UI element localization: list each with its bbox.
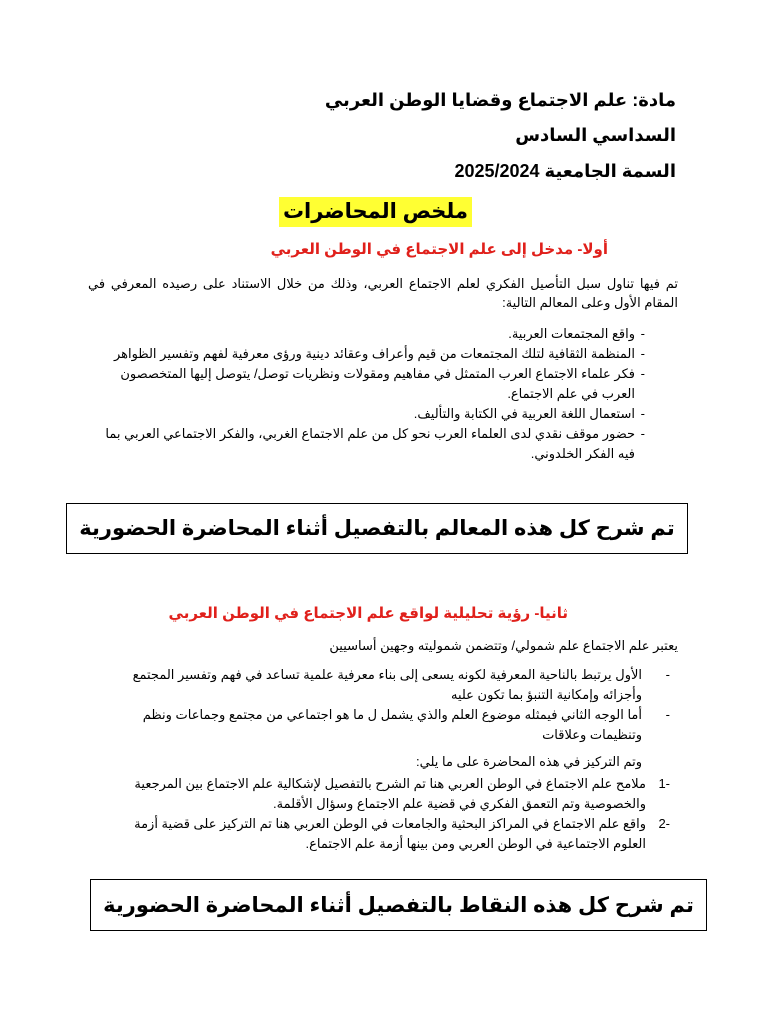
semester-line: السداسي السادس [515, 125, 676, 145]
list-item [100, 814, 670, 854]
dash-marker: - [665, 667, 670, 682]
list-item: - استعمال اللغة العربية في الكتابة والتأليف. [105, 404, 645, 424]
section2-note-box: تم شرح كل هذه النقاط بالتفصيل أثناء المحاضرة الحضورية [90, 879, 707, 931]
list-item-text: ملامح علم الاجتماع في الوطن العربي هنا تم الشرح بالتفصيل لإشكالية علم الاجتماع بين المرجعية والخصوصية وتم التعمق الفكري في قضية علم الاجتماع وسؤال الأقلمة. [134, 776, 646, 811]
section1-intro: تم فيها تناول سبل التأصيل الفكري لعلم الاجتماع العربي، وذلك من خلال الاستناد على رصيده المعرفي في المقام الأول وعلى المعالم التالية: [88, 276, 678, 310]
section1-list [105, 324, 645, 464]
summary-title: ملخص المحاضرات [279, 197, 472, 227]
list-item: - المنظمة الثقافية لتلك المجتمعات من قيم وأعراف وعقائد دينية ورؤى معرفية لفهم وتفسير الظواهر [105, 344, 645, 364]
section1-note-box: تم شرح كل هذه المعالم بالتفصيل أثناء المحاضرة الحضورية [66, 503, 688, 554]
section1-title: أولا- مدخل إلى علم الاجتماع في الوطن العربي [270, 241, 608, 258]
list-item: - واقع المجتمعات العربية. [105, 324, 645, 344]
list-item-text: واقع علم الاجتماع في المراكز البحثية والجامعات في الوطن العربي هنا تم التركيز على قضية أزمة العلوم الاجتماعية في الوطن العربي ومن بينها أزمة علم الاجتماع. [134, 816, 646, 851]
section2-title: ثانيا- رؤية تحليلية لواقع علم الاجتماع في الوطن العربي [168, 605, 568, 622]
dash-marker: - [665, 707, 670, 722]
list-item: - فكر علماء الاجتماع العرب المتمثل في مفاهيم ومقولات ونظريات توصل/ يتوصل إليها المتخصصون العرب في علم الاجتماع. [105, 364, 645, 404]
section2-numbered-list [100, 774, 670, 854]
list-item [100, 705, 670, 745]
list-item: - حضور موقف نقدي لدى العلماء العرب نحو كل من علم الاجتماع الغربي، والفكر الاجتماعي العربي بما فيه الفكر الخلدوني. [105, 424, 645, 464]
section2-intro: يعتبر علم الاجتماع علم شمولي/ وتتضمن شموليته وجهين أساسيين [329, 638, 678, 653]
subject-line: مادة: علم الاجتماع وقضايا الوطن العربي [324, 90, 676, 110]
list-item [100, 665, 670, 705]
academic-year-line: السمة الجامعية 2025/2024 [454, 161, 676, 181]
list-item-text: أما الوجه الثاني فيمثله موضوع العلم والذي يشمل ل ما هو اجتماعي من مجتمع وجماعات ونظم وتنظيمات وعلاقات [142, 707, 642, 742]
section2-focus-intro: وتم التركيز في هذه المحاضرة على ما يلي: [416, 754, 642, 769]
list-item-text: الأول يرتبط بالناحية المعرفية لكونه يسعى إلى بناء معرفية علمية تساعد في فهم وتفسير المجتمع وأجزائه وإمكانية التنبؤ بما تكون عليه [132, 667, 642, 702]
list-item [100, 774, 670, 814]
section2-list [100, 665, 670, 745]
item-number: 1- [658, 776, 670, 791]
item-number: 2- [658, 816, 670, 831]
